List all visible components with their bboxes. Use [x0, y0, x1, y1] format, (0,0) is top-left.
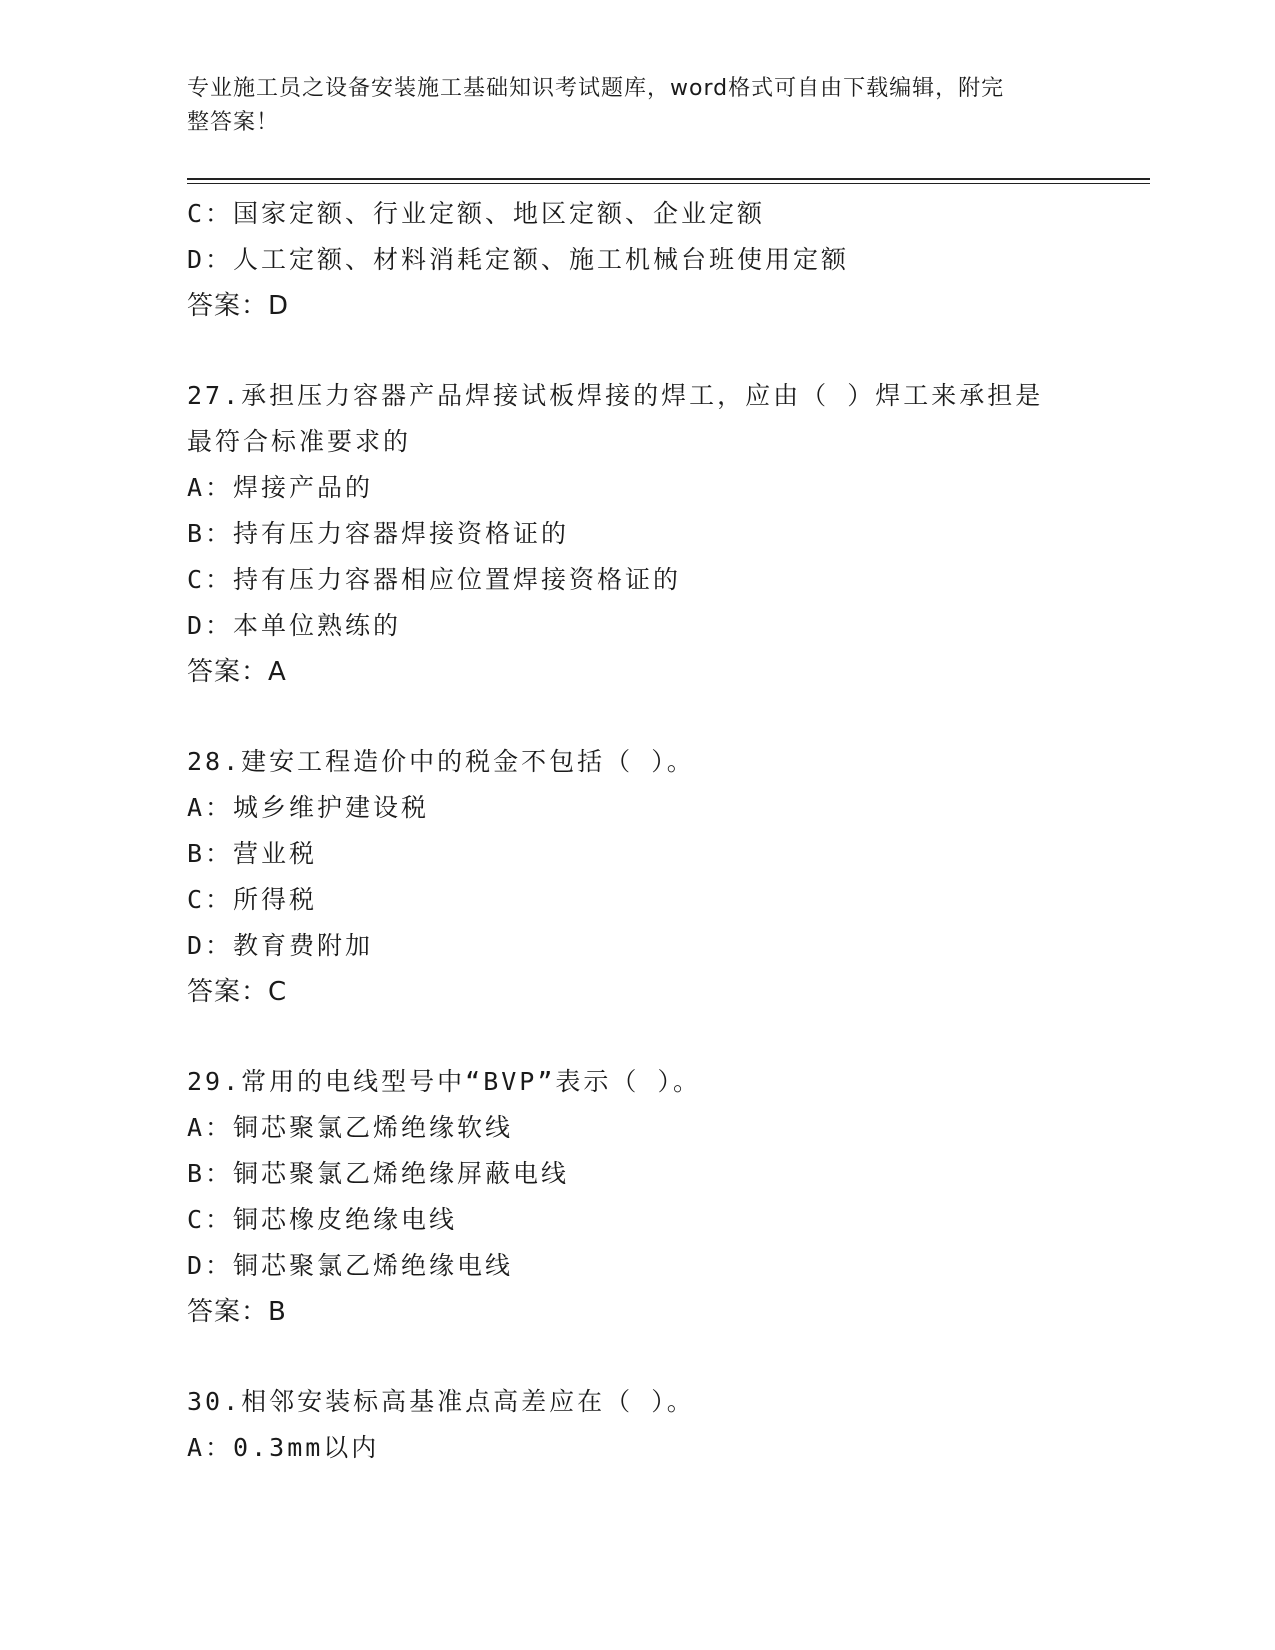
question-block-27: [187, 373, 1147, 695]
option-d: D：本单位熟练的: [187, 611, 402, 640]
option-c: C：所得税: [187, 885, 318, 914]
option-c: C：国家定额、行业定额、地区定额、企业定额: [187, 199, 766, 228]
question-list: [187, 191, 1147, 1471]
document-header: [187, 72, 1067, 140]
option-b: B：铜芯聚氯乙烯绝缘屏蔽电线: [187, 1159, 570, 1188]
answer-line: 答案：C: [187, 977, 288, 1007]
option-d: D：教育费附加: [187, 931, 374, 960]
question-block-26: [187, 191, 1147, 329]
option-c: C：铜芯橡皮绝缘电线: [187, 1205, 458, 1234]
spacer: [187, 695, 1147, 739]
answer-line: 答案：A: [187, 657, 287, 687]
option-d: D：人工定额、材料消耗定额、施工机械台班使用定额: [187, 245, 850, 274]
answer-line: 答案：B: [187, 1297, 287, 1327]
spacer: [187, 1335, 1147, 1379]
question-block-30: [187, 1379, 1147, 1471]
question-text: 30.相邻安装标高基准点高差应在（ ）。: [187, 1387, 695, 1416]
option-c: C：持有压力容器相应位置焊接资格证的: [187, 565, 682, 594]
question-block-29: [187, 1059, 1147, 1335]
question-text: 29.常用的电线型号中“BVP”表示（ ）。: [187, 1067, 701, 1096]
header-line-1: 专业施工员之设备安装施工基础知识考试题库，word格式可自由下载编辑，附完: [187, 76, 1005, 101]
option-d: D：铜芯聚氯乙烯绝缘电线: [187, 1251, 514, 1280]
spacer: [187, 1015, 1147, 1059]
option-a: A：铜芯聚氯乙烯绝缘软线: [187, 1113, 514, 1142]
question-text-continued: 最符合标准要求的: [187, 427, 412, 456]
header-line-2: 整答案！: [187, 110, 280, 135]
option-b: B：持有压力容器焊接资格证的: [187, 519, 570, 548]
question-text: 28.建安工程造价中的税金不包括（ ）。: [187, 747, 695, 776]
question-block-28: [187, 739, 1147, 1015]
option-a: A：城乡维护建设税: [187, 793, 430, 822]
answer-line: 答案：D: [187, 291, 290, 321]
option-a: A：0.3mm以内: [187, 1433, 380, 1462]
header-divider-thick: [187, 178, 1150, 180]
spacer: [187, 329, 1147, 373]
question-text: 27.承担压力容器产品焊接试板焊接的焊工，应由（ ）焊工来承担是: [187, 381, 1044, 410]
option-a: A：焊接产品的: [187, 473, 374, 502]
option-b: B：营业税: [187, 839, 318, 868]
header-divider-thin: [187, 183, 1150, 184]
